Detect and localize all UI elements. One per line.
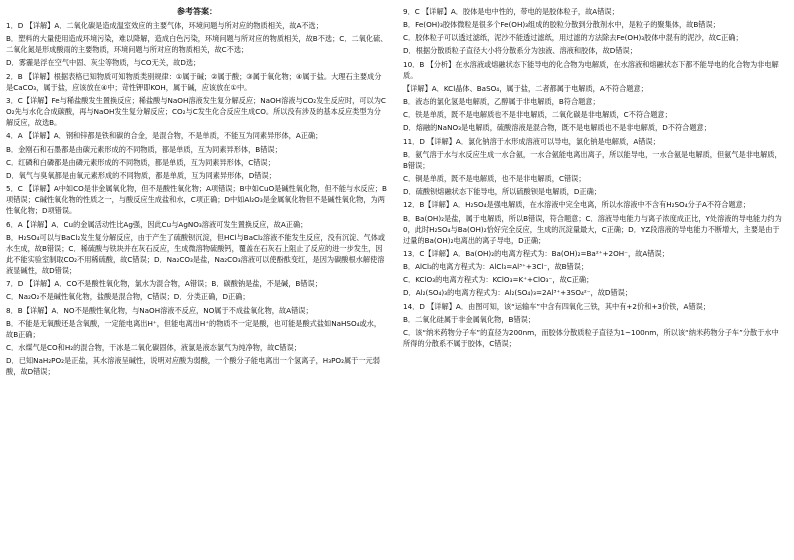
answer-paragraph: C．KClO₃的电离方程式为：KClO₃=K⁺+ClO₃⁻，故C正确； [403,275,594,285]
answer-paragraph: B．塑料的大量使用造成环境污染，难以降解，造成白色污染，环境问题与所对应的物质相关，故B不选；C．二氧化硫、二氧化氮是形成酸雨的主要物质，环境问题与所对应的物质相关，故C不选； [6,34,388,55]
answer-paragraph: B．不能是无氧酸还是含氧酸，一定能电离出H⁺，但能电离出H⁺的物质不一定是酸，也可能是酸式盐如NaHSO₄或水，故B正确； [6,318,382,339]
answer-paragraph: 8．B【详解】A．NO不是酸性氧化物，与NaOH溶液不反应，NO属于不成盐氧化物，故A错误； [6,305,313,315]
answer-paragraph: 10．B 【分析】在水溶液或熔融状态下能导电的化合物为电解质，在水溶液和熔融状态下都不能导电的化合物为非电解质。 [403,59,779,80]
answer-paragraph: D．Al₂(SO₄)₃的电离方程式为：Al₂(SO₄)₃=2Al³⁺+3SO₄²⁻，故D错误； [403,288,633,298]
answer-paragraph: D．硫酸钡熔融状态下能导电，所以硫酸钡是电解质，D正确； [403,187,601,197]
page-title: 参考答案： [177,7,217,16]
answer-paragraph: 5．C 【详解】A中如CO是非金属氧化物，但不是酸性氧化物；A项错误；B中如CuO是碱性氧化物，但不能与水反应；B项错误；C碱性氧化物的性质之一，与酸反应生成盐和水，C项正确；D中如Al₂O₃是金属氧化物但不是碱性氧化物，为两性氧化物；D项错误。 [6,184,387,216]
answer-paragraph: 13．C【详解】A．Ba(OH)₂的电离方程式为：Ba(OH)₂=Ba²⁺+2OH⁻，故A错误； [403,248,669,258]
right-column [403,6,785,351]
answer-paragraph: 1．D 【详解】A．二氧化碳是造成温室效应的主要气体，环境问题与所对应的物质相关，故A不选； [6,21,323,30]
answer-paragraph: 4．A 【详解】A．钢和锌都是铁和碳的合金，是混合物，不是单质，不能互为同素异形体，A正确； [6,131,323,141]
answer-paragraph: D．根据分散质粒子直径大小将分散系分为浊液、溶液和胶体，故D错误； [403,46,637,56]
answer-paragraph: B．金刚石和石墨都是由碳元素形成的不同物质，都是单质，互为同素异形体，B错误； [6,144,282,154]
answer-paragraph: B．Fe(OH)₃胶体微粒是很多个Fe(OH)₃组成的胶粒分散到分散剂水中，是粒子的聚集体，故B错误； [403,20,720,30]
answer-paragraph: C．胶体粒子可以透过滤纸，泥沙不能透过滤纸，用过滤的方法除去Fe(OH)₃胶体中混有的泥沙，故C正确； [403,33,743,43]
left-column [6,6,388,380]
answer-paragraph: 14．D 【详解】A．由图可知，该“运输车”中含有四氧化三铁，其中有+2价和+3价铁，A错误； [403,301,711,311]
answer-paragraph: B．Ba(OH)₂是盐，属于电解质，所以B错误，符合题意；C．溶液导电能力与离子浓度成正比，Y处溶液的导电能力约为0，此时H₂SO₄与Ba(OH)₂恰好完全反应，生成的沉淀量最大，C正确；D．YZ段溶液的导电能力不断增大，主要是由于过量的Ba(OH)₂电离出的离子导电，D正确； [403,213,782,245]
answer-paragraph: 3．C【详解】Fe与稀盐酸发生置换反应；稀盐酸与NaOH溶液发生复分解反应；NaOH溶液与CO₂发生反应时，可以为CO₂先与水化合成碳酸，再与NaOH发生复分解反应；CO₂与C发生化合反应生成CO。所以没有涉及的基本反应类型为分解反应，故选B。 [6,95,386,128]
answer-paragraph: C．铜是单质，既不是电解质，也不是非电解质，C错误； [403,174,586,184]
answer-paragraph: 11．D 【详解】A．氯化钠溶于水形成溶液可以导电，氯化钠是电解质，A错误； [403,136,660,146]
answer-paragraph: D．氧气与臭氧都是由氧元素形成的不同物质，都是单质，互为同素异形体，D错误； [6,170,276,180]
answer-paragraph: 9．C 【详解】A．胶体是电中性的，带电的是胶体粒子，故A错误； [403,7,619,16]
answer-paragraph: 2．B 【详解】根据表格已知物质可知物质类别规律：①属于碱；②属于酸；③属于氧化物；④属于盐。大理石主要成分是CaCO₃，属于盐，应该放在④中；苛性钾即KOH，属于碱，应该放在①中。 [6,71,382,92]
answer-paragraph: 【详解】A．KCl晶体、BaSO₄，属于盐，二者都属于电解质，A不符合题意； [403,83,648,93]
answer-paragraph: 7．D 【详解】A．CO不是酸性氧化物，氯水为混合物，A错误；B．碳酸钠是盐，不是碱，B错误； [6,279,322,289]
answer-paragraph: C．水煤气是CO和H₂的混合物，干冰是二氧化碳固体，液氯是液态氯气为纯净物，故C错误； [6,343,301,353]
answer-paragraph: C．该“纳米药物分子车”的直径为200nm，而胶体分散质粒子直径为1~100nm，所以该“纳米药物分子车”分散于水中所得的分散系不属于胶体，C错误； [403,327,779,349]
answer-paragraph: D．熔融的NaNO₃是电解质，硫酸溶液是混合物，既不是电解质也不是非电解质，D不符合题意； [403,123,711,133]
answer-paragraph: 12．B【详解】A．H₂SO₄是强电解质，在水溶液中完全电离，所以水溶液中不含有H₂SO₄分子A不符合题意； [403,200,751,210]
answer-paragraph: B．液态的氯化氢是电解质，乙醇属于非电解质，B符合题意； [403,97,600,107]
answer-paragraph: B．二氧化硅属于非金属氧化物，B错误； [403,314,536,324]
answer-paragraph: D．雾霾是浮在空气中固、灰尘等物质，与CO无关，故D选； [6,58,201,68]
answer-paragraph: B．H₂SO₄可以与BaCl₂发生复分解反应，由于产生了硫酸钡沉淀，但HCl与BaCl₂溶液不能发生反应，没有沉淀、气体或水生成，故B错误；C．稀硫酸与铁块并在灰石反应，生成微溶物硫酸钙，覆盖在石灰石上阻止了反应的进一步发生，因此不能实验室制取CO₂不用稀硫酸，故C错误；D．Na₂CO₃是盐，Na₂CO₃溶液可以使酚酞变红，是因为碳酸根水解使溶液显碱性，故D错误； [6,232,386,276]
answer-paragraph: B．氨气溶于水与水反应生成一水合氨，一水合氨能电离出离子，所以能导电，一水合氨是电解质，但氨气是非电解质，B错误； [403,149,782,170]
answer-paragraph: C．铁是单质，既不是电解质也不是非电解质，二氧化碳是非电解质，C不符合题意； [403,110,672,120]
answer-paragraph: 6．A【详解】A．Cu的金属活动性比Ag强，因此Cu与AgNO₃溶液可发生置换反应，故A正确； [6,219,308,229]
answer-paragraph: B．AlCl₃的电离方程式为：AlCl₃=Al³⁺+3Cl⁻，故B错误； [403,262,589,272]
answer-paragraph: C．红磷和白磷都是由磷元素形成的不同物质，都是单质，互为同素异形体，C错误； [6,157,275,167]
answer-paragraph: C．Na₂O₂不是碱性氧化物，盐酸是混合物，C错误；D．分类正确，D正确； [6,292,250,302]
answer-paragraph: D．已知NaH₂PO₂是正盐，其水溶液呈碱性，说明对应酸为弱酸，一个酸分子能电离出一个氢离子，H₃PO₂属于一元弱酸，故D错误； [6,356,380,377]
